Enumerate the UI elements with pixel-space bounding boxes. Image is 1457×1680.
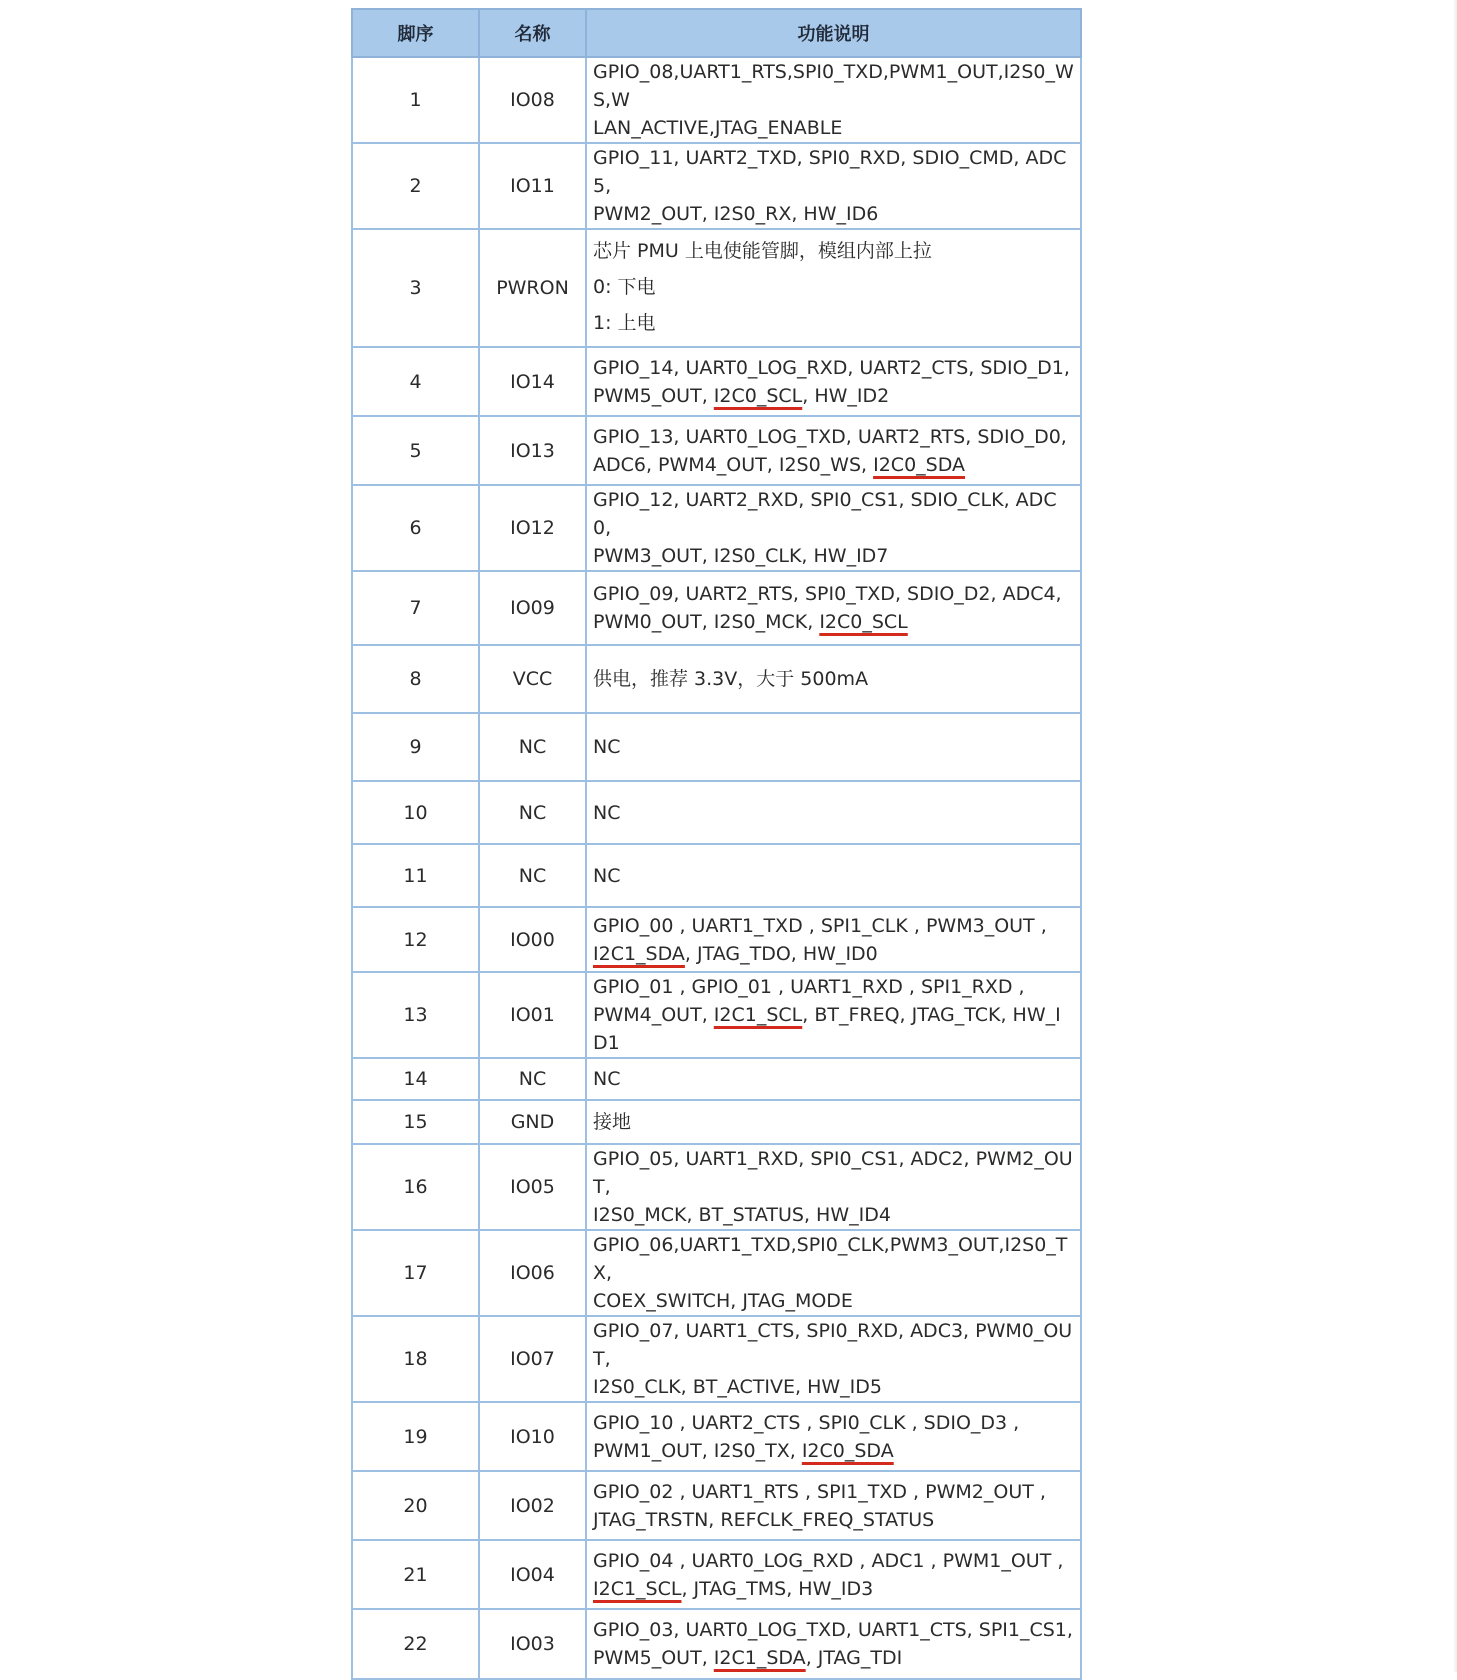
pin-name: NC bbox=[479, 1058, 586, 1100]
pin-number: 11 bbox=[352, 844, 479, 907]
page-edge-shadow bbox=[1453, 0, 1457, 1672]
pin-number: 7 bbox=[352, 571, 479, 645]
function-line: GPIO_08,UART1_RTS,SPI0_TXD,PWM1_OUT,I2S0_WS,W bbox=[593, 61, 1074, 111]
function-line: GPIO_05, UART1_RXD, SPI0_CS1, ADC2, PWM2_OUT, bbox=[593, 1148, 1073, 1198]
pin-number: 20 bbox=[352, 1471, 479, 1540]
pin-number: 2 bbox=[352, 143, 479, 229]
table-row bbox=[352, 229, 1081, 347]
pin-function bbox=[586, 1609, 1081, 1679]
highlight-underline: I2C0_SCL bbox=[713, 384, 803, 407]
pin-number: 1 bbox=[352, 57, 479, 143]
function-line: PWM3_OUT, I2S0_CLK, HW_ID7 bbox=[593, 545, 889, 567]
table-row bbox=[352, 1058, 1081, 1100]
pin-number: 22 bbox=[352, 1609, 479, 1679]
pin-function bbox=[586, 844, 1081, 907]
pin-name: IO11 bbox=[479, 143, 586, 229]
function-line: GPIO_07, UART1_CTS, SPI0_RXD, ADC3, PWM0_OUT, bbox=[593, 1320, 1073, 1370]
table-row bbox=[352, 713, 1081, 781]
pin-function bbox=[586, 713, 1081, 781]
pin-function bbox=[586, 347, 1081, 416]
pin-function bbox=[586, 143, 1081, 229]
table-row bbox=[352, 1402, 1081, 1471]
pin-function bbox=[586, 485, 1081, 571]
table-row bbox=[352, 1144, 1081, 1230]
highlight-underline: I2C0_SDA bbox=[801, 1439, 894, 1462]
pin-function bbox=[586, 1402, 1081, 1471]
pin-name: IO06 bbox=[479, 1230, 586, 1316]
table-header-row bbox=[352, 9, 1081, 57]
pin-name: VCC bbox=[479, 645, 586, 713]
pin-number: 4 bbox=[352, 347, 479, 416]
header-name: 名称 bbox=[479, 9, 586, 57]
function-line: 供电，推荐 3.3V，大于 500mA bbox=[593, 668, 869, 690]
function-line: GPIO_04 , UART0_LOG_RXD , ADC1 , PWM1_OUT , bbox=[593, 1549, 1064, 1572]
function-line: I2C1_SDA, JTAG_TDO, HW_ID0 bbox=[593, 942, 878, 965]
table-row bbox=[352, 1540, 1081, 1609]
highlight-underline: I2C1_SDA bbox=[713, 1647, 806, 1669]
pin-name: IO01 bbox=[479, 972, 586, 1058]
function-line: 接地 bbox=[593, 1111, 632, 1133]
function-line: GPIO_01 , GPIO_01 , UART1_RXD , SPI1_RXD , bbox=[593, 976, 1025, 998]
function-line: NC bbox=[593, 864, 621, 887]
header-function: 功能说明 bbox=[586, 9, 1081, 57]
table-row bbox=[352, 645, 1081, 713]
pin-definition-table bbox=[351, 8, 1082, 1680]
pin-number: 9 bbox=[352, 713, 479, 781]
pin-function bbox=[586, 972, 1081, 1058]
function-line: PWM2_OUT, I2S0_RX, HW_ID6 bbox=[593, 203, 879, 225]
pin-function bbox=[586, 57, 1081, 143]
pin-name: GND bbox=[479, 1100, 586, 1144]
pin-function bbox=[586, 229, 1081, 347]
function-line: 1: 上电 bbox=[593, 312, 656, 334]
table-row bbox=[352, 1316, 1081, 1402]
table-row bbox=[352, 781, 1081, 844]
pin-number: 19 bbox=[352, 1402, 479, 1471]
function-line: I2S0_MCK, BT_STATUS, HW_ID4 bbox=[593, 1204, 891, 1226]
pin-function bbox=[586, 571, 1081, 645]
table-row bbox=[352, 907, 1081, 972]
table-row bbox=[352, 347, 1081, 416]
highlight-underline: I2C1_SCL bbox=[593, 1577, 682, 1600]
pin-number: 8 bbox=[352, 645, 479, 713]
pin-number: 5 bbox=[352, 416, 479, 485]
function-line: GPIO_12, UART2_RXD, SPI0_CS1, SDIO_CLK, ADC0, bbox=[593, 489, 1057, 539]
pin-number: 17 bbox=[352, 1230, 479, 1316]
pin-number: 14 bbox=[352, 1058, 479, 1100]
table-row bbox=[352, 844, 1081, 907]
pin-number: 6 bbox=[352, 485, 479, 571]
function-line: PWM1_OUT, I2S0_TX, I2C0_SDA bbox=[593, 1439, 894, 1462]
table-row bbox=[352, 571, 1081, 645]
table-row bbox=[352, 1100, 1081, 1144]
highlight-underline: I2C1_SDA bbox=[593, 942, 685, 965]
pin-function bbox=[586, 1316, 1081, 1402]
table-row bbox=[352, 1609, 1081, 1679]
pin-name: IO04 bbox=[479, 1540, 586, 1609]
pin-name: IO05 bbox=[479, 1144, 586, 1230]
pin-name: IO13 bbox=[479, 416, 586, 485]
highlight-underline: I2C0_SCL bbox=[819, 611, 908, 633]
pin-name: IO12 bbox=[479, 485, 586, 571]
pin-name: IO09 bbox=[479, 571, 586, 645]
function-line: PWM0_OUT, I2S0_MCK, I2C0_SCL bbox=[593, 611, 908, 633]
pin-number: 15 bbox=[352, 1100, 479, 1144]
table-row bbox=[352, 972, 1081, 1058]
pin-function bbox=[586, 1144, 1081, 1230]
pin-function bbox=[586, 907, 1081, 972]
pin-name: IO07 bbox=[479, 1316, 586, 1402]
function-line: PWM5_OUT, I2C1_SDA, JTAG_TDI bbox=[593, 1647, 903, 1669]
pin-number: 3 bbox=[352, 229, 479, 347]
highlight-underline: I2C0_SDA bbox=[873, 453, 966, 476]
function-line: I2S0_CLK, BT_ACTIVE, HW_ID5 bbox=[593, 1376, 882, 1398]
pin-function bbox=[586, 416, 1081, 485]
header-pin: 脚序 bbox=[352, 9, 479, 57]
pin-name: IO02 bbox=[479, 1471, 586, 1540]
function-line: GPIO_06,UART1_TXD,SPI0_CLK,PWM3_OUT,I2S0_TX, bbox=[593, 1234, 1068, 1284]
pin-name: NC bbox=[479, 844, 586, 907]
function-line: GPIO_09, UART2_RTS, SPI0_TXD, SDIO_D2, ADC4, bbox=[593, 583, 1062, 605]
table-row bbox=[352, 485, 1081, 571]
function-line: NC bbox=[593, 1068, 621, 1090]
function-line: PWM5_OUT, I2C0_SCL, HW_ID2 bbox=[593, 384, 890, 407]
highlight-underline: I2C1_SCL bbox=[713, 1004, 803, 1026]
function-line: GPIO_02 , UART1_RTS , SPI1_TXD , PWM2_OUT , bbox=[593, 1480, 1046, 1503]
function-line: GPIO_03, UART0_LOG_TXD, UART1_CTS, SPI1_CS1, bbox=[593, 1619, 1073, 1641]
pin-number: 16 bbox=[352, 1144, 479, 1230]
pin-name: NC bbox=[479, 781, 586, 844]
pin-name: IO00 bbox=[479, 907, 586, 972]
pin-name: NC bbox=[479, 713, 586, 781]
function-line: NC bbox=[593, 736, 621, 758]
function-line: PWM4_OUT, I2C1_SCL, BT_FREQ, JTAG_TCK, HW_ID1 bbox=[593, 1004, 1061, 1054]
pin-name: PWRON bbox=[479, 229, 586, 347]
table-row bbox=[352, 57, 1081, 143]
pin-name: IO10 bbox=[479, 1402, 586, 1471]
pin-function bbox=[586, 781, 1081, 844]
pin-function bbox=[586, 1471, 1081, 1540]
pin-function bbox=[586, 1230, 1081, 1316]
function-line: GPIO_11, UART2_TXD, SPI0_RXD, SDIO_CMD, ADC5, bbox=[593, 147, 1067, 197]
table-row bbox=[352, 143, 1081, 229]
function-line: GPIO_00 , UART1_TXD , SPI1_CLK , PWM3_OUT , bbox=[593, 914, 1047, 937]
function-line: LAN_ACTIVE,JTAG_ENABLE bbox=[593, 117, 843, 139]
pin-name: IO08 bbox=[479, 57, 586, 143]
function-line: 0: 下电 bbox=[593, 276, 656, 298]
function-line: GPIO_10 , UART2_CTS , SPI0_CLK , SDIO_D3 , bbox=[593, 1411, 1020, 1434]
function-line: COEX_SWITCH, JTAG_MODE bbox=[593, 1290, 853, 1312]
pin-number: 21 bbox=[352, 1540, 479, 1609]
pin-name: IO14 bbox=[479, 347, 586, 416]
pin-function bbox=[586, 645, 1081, 713]
function-line: I2C1_SCL, JTAG_TMS, HW_ID3 bbox=[593, 1577, 874, 1600]
pin-name: IO03 bbox=[479, 1609, 586, 1679]
pin-function bbox=[586, 1058, 1081, 1100]
function-line: JTAG_TRSTN, REFCLK_FREQ_STATUS bbox=[593, 1508, 935, 1531]
pin-number: 12 bbox=[352, 907, 479, 972]
table-row bbox=[352, 1230, 1081, 1316]
function-line: GPIO_14, UART0_LOG_RXD, UART2_CTS, SDIO_D1, bbox=[593, 356, 1070, 379]
pin-number: 10 bbox=[352, 781, 479, 844]
table-body bbox=[352, 57, 1081, 1679]
pin-function bbox=[586, 1100, 1081, 1144]
function-line: GPIO_13, UART0_LOG_TXD, UART2_RTS, SDIO_D0, bbox=[593, 425, 1067, 448]
function-line: NC bbox=[593, 801, 621, 824]
table-row bbox=[352, 416, 1081, 485]
pin-number: 13 bbox=[352, 972, 479, 1058]
table-row bbox=[352, 1471, 1081, 1540]
pin-number: 18 bbox=[352, 1316, 479, 1402]
pin-function bbox=[586, 1540, 1081, 1609]
function-line: ADC6, PWM4_OUT, I2S0_WS, I2C0_SDA bbox=[593, 453, 966, 476]
function-line: 芯片 PMU 上电使能管脚，模组内部上拉 bbox=[593, 240, 932, 262]
